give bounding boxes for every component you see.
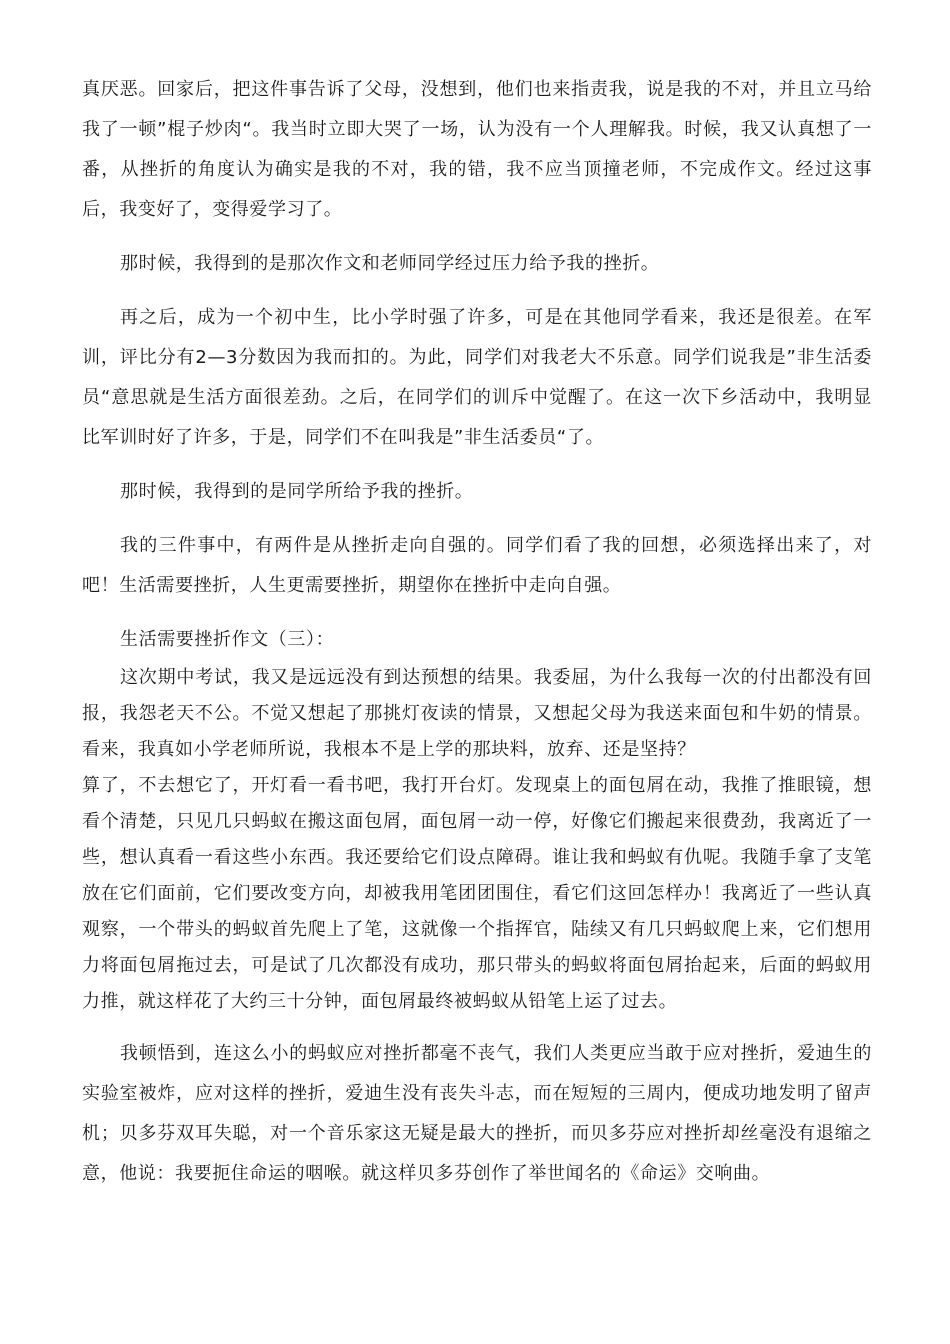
section-heading: 生活需要挫折作文（三）： [120,629,335,650]
paragraph-2: 那时候，我得到的是那次作文和老师同学经过压力给予我的挫折。 [120,253,660,274]
paragraph-4: 那时候，我得到的是同学所给予我的挫折。 [120,481,474,502]
paragraph-3: 再之后，成为一个初中生，比小学时强了许多，可是在其他同学看来，我还是很差。在军训，评比分有2—3分数因为我而扣的。为此，同学们对我老大不乐意。同学们说我是”非生活委员“意思就是生活方面很差劲。之后，在同学们的训斥中觉醒了。在这一次下乡活动中，我明显比军训时好了许多，于是，同学们不在叫我是”非生活委员“了。 [82,307,872,448]
paragraph-6: 这次期中考试，我又是远远没有到达预想的结果。我委屈，为什么我每一次的付出都没有回报，我怨老天不公。不觉又想起了那挑灯夜读的情景，又想起父母为我送来面包和牛奶的情景。看来，我真如小学老师所说，我根本不是上学的那块料，放弃、还是坚持？ [82,667,872,760]
paragraph-5: 我的三件事中，有两件是从挫折走向自强的。同学们看了我的回想，必须选择出来了，对吧！生活需要挫折，人生更需要挫折，期望你在挫折中走向自强。 [82,535,872,596]
document-page [82,70,872,1194]
paragraph-8: 我顿悟到，连这么小的蚂蚁应对挫折都毫不丧气，我们人类更应当敢于应对挫折，爱迪生的实验室被炸，应对这样的挫折，爱迪生没有丧失斗志，而在短短的三周内，便成功地发明了留声机；贝多芬双耳失聪，对一个音乐家这无疑是最大的挫折，而贝多芬应对挫折却丝毫没有退缩之意，他说：我要扼住命运的咽喉。就这样贝多芬创作了举世闻名的《命运》交响曲。 [82,1043,872,1184]
paragraph-1: 真厌恶。回家后，把这件事告诉了父母，没想到，他们也来指责我，说是我的不对，并且立马给我了一顿”棍子炒肉“。我当时立即大哭了一场，认为没有一个人理解我。时候，我又认真想了一番，从挫折的角度认为确实是我的不对，我的错，我不应当顶撞老师，不完成作文。经过这事后，我变好了，变得爱学习了。 [82,79,872,220]
paragraph-7: 算了，不去想它了，开灯看一看书吧，我打开台灯。发现桌上的面包屑在动，我推了推眼镜，想看个清楚，只见几只蚂蚁在搬这面包屑，面包屑一动一停，好像它们搬起来很费劲，我离近了一些，想认真看一看这些小东西。我还要给它们设点障碍。谁让我和蚂蚁有仇呢。我随手拿了支笔放在它们面前，它们要改变方向，却被我用笔团团围住，看它们这回怎样办！我离近了一些认真观察，一个带头的蚂蚁首先爬上了笔，这就像一个指挥官，陆续又有几只蚂蚁爬上来，它们想用力将面包屑拖过去，可是试了几次都没有成功，那只带头的蚂蚁将面包屑抬起来，后面的蚂蚁用力推，就这样花了大约三十分钟，面包屑最终被蚂蚁从铅笔上运了过去。 [82,775,872,1012]
